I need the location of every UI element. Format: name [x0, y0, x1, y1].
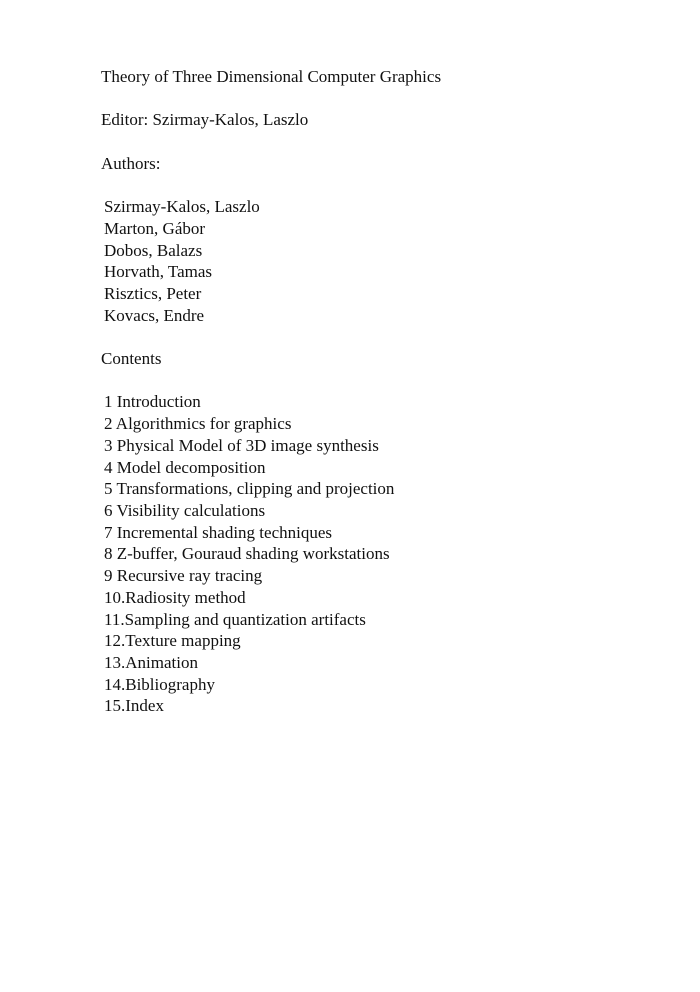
spacer [101, 88, 661, 110]
contents-item[interactable]: 15.Index [104, 696, 164, 716]
contents-item[interactable]: 10.Radiosity method [104, 587, 246, 607]
contents-heading: Contents [101, 349, 162, 369]
contents-item[interactable]: 9 Recursive ray tracing [104, 566, 263, 586]
authors-list [101, 196, 661, 326]
contents-item[interactable]: 1 Introduction [104, 392, 201, 412]
author-item: Dobos, Balazs [104, 240, 203, 260]
contents-item[interactable]: 3 Physical Model of 3D image synthesis [104, 435, 379, 455]
contents-item[interactable]: 6 Visibility calculations [104, 500, 266, 520]
author-item: Marton, Gábor [104, 218, 206, 238]
author-item: Szirmay-Kalos, Laszlo [104, 197, 260, 217]
contents-item[interactable]: 4 Model decomposition [104, 457, 266, 477]
contents-item[interactable]: 12.Texture mapping [104, 631, 241, 651]
author-item: Kovacs, Endre [104, 305, 205, 325]
spacer [101, 131, 661, 153]
contents-item[interactable]: 7 Incremental shading techniques [104, 522, 333, 542]
spacer [101, 370, 661, 392]
editor-line: Editor: Szirmay-Kalos, Laszlo [101, 110, 309, 130]
contents-item[interactable]: 5 Transformations, clipping and projection [104, 479, 395, 499]
contents-item[interactable]: 8 Z-buffer, Gouraud shading workstations [104, 544, 390, 564]
contents-item[interactable]: 11.Sampling and quantization artifacts [104, 609, 366, 629]
author-item: Risztics, Peter [104, 283, 202, 303]
contents-list [101, 391, 661, 717]
authors-heading: Authors: [101, 153, 161, 173]
contents-item[interactable]: 2 Algorithmics for graphics [104, 414, 292, 434]
spacer [101, 174, 661, 196]
document-page [101, 66, 661, 717]
spacer [101, 326, 661, 348]
document-title: Theory of Three Dimensional Computer Graphics [101, 67, 442, 86]
contents-item[interactable]: 13.Animation [104, 652, 198, 672]
contents-item[interactable]: 14.Bibliography [104, 674, 215, 694]
author-item: Horvath, Tamas [104, 262, 213, 282]
